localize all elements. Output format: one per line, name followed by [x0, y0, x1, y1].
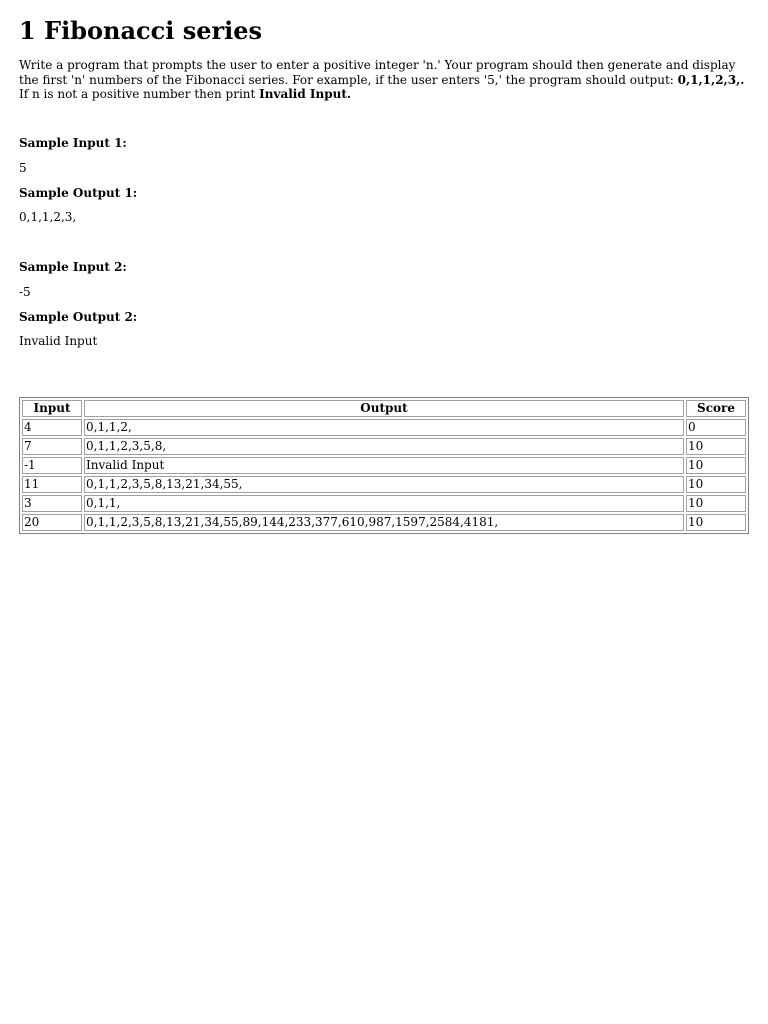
table-header-row: [22, 400, 746, 417]
test-results-table: [19, 397, 749, 534]
cell-output: 0,1,1,2,3,5,8,13,21,34,55,89,144,233,377,610,987,1597,2584,4181,: [84, 514, 684, 531]
problem-description: [19, 58, 747, 102]
sample-output-1-value: 0,1,1,2,3,: [19, 210, 77, 224]
table-row: [22, 419, 746, 436]
invalid-input-text: Invalid Input.: [259, 87, 352, 101]
table-row: [22, 514, 746, 531]
cell-input: -1: [22, 457, 82, 474]
header-score: Score: [686, 400, 746, 417]
cell-input: 20: [22, 514, 82, 531]
sample-output-2-label: Sample Output 2:: [19, 310, 138, 324]
table-row: [22, 457, 746, 474]
cell-score: 10: [686, 495, 746, 512]
cell-input: 11: [22, 476, 82, 493]
table-row: [22, 438, 746, 455]
header-output: Output: [84, 400, 684, 417]
cell-input: 4: [22, 419, 82, 436]
cell-score: 0: [686, 419, 746, 436]
page-title: 1 Fibonacci series: [19, 16, 263, 45]
cell-output: 0,1,1,2,3,5,8,13,21,34,55,: [84, 476, 684, 493]
sample-input-2-value: -5: [19, 285, 31, 299]
cell-output: 0,1,1,2,: [84, 419, 684, 436]
example-output: 0,1,1,2,3,.: [677, 72, 745, 87]
cell-output: Invalid Input: [84, 457, 684, 474]
sample-input-1-value: 5: [19, 161, 27, 175]
cell-input: 7: [22, 438, 82, 455]
cell-score: 10: [686, 438, 746, 455]
sample-output-1-label: Sample Output 1:: [19, 186, 138, 200]
table-row: [22, 495, 746, 512]
cell-score: 10: [686, 476, 746, 493]
cell-output: 0,1,1,: [84, 495, 684, 512]
description-text: Write a program that prompts the user to enter a positive integer 'n.' Your program should then generate and display the first 'n' numbers of the Fibonacci series. For example, if the user enters '5,' the program should output:: [19, 58, 736, 87]
description-text-2: If n is not a positive number then print: [19, 87, 260, 101]
cell-score: 10: [686, 457, 746, 474]
header-input: Input: [22, 400, 82, 417]
cell-score: 10: [686, 514, 746, 531]
sample-input-2-label: Sample Input 2:: [19, 260, 127, 274]
cell-input: 3: [22, 495, 82, 512]
cell-output: 0,1,1,2,3,5,8,: [84, 438, 684, 455]
sample-input-1-label: Sample Input 1:: [19, 136, 127, 150]
sample-output-2-value: Invalid Input: [19, 334, 98, 348]
table-row: [22, 476, 746, 493]
